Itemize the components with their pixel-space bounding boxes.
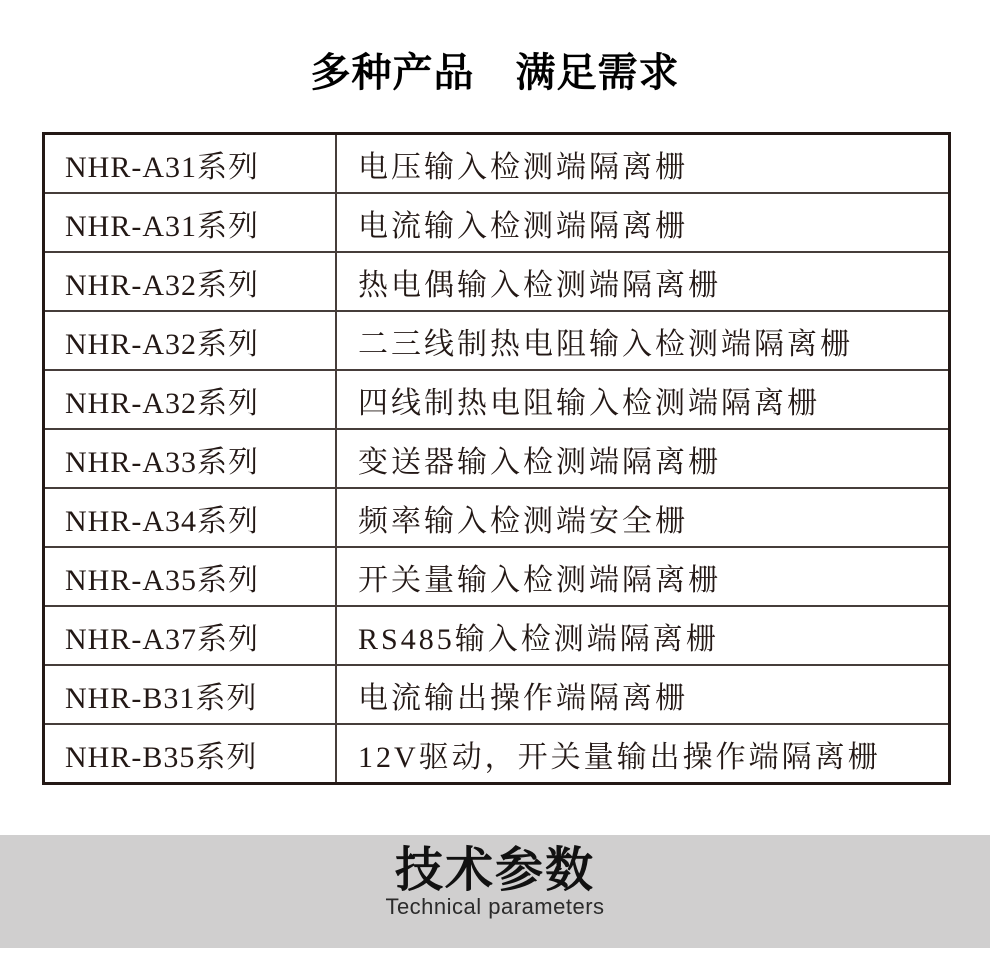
description-cell: 电压输入检测端隔离栅 — [358, 150, 688, 184]
description-cell: 二三线制热电阻输入检测端隔离栅 — [358, 327, 853, 361]
series-cell: NHR-A34系列 — [45, 489, 337, 546]
table-row — [45, 664, 948, 723]
table-row — [45, 135, 948, 192]
description-cell: 频率输入检测端安全栅 — [358, 504, 688, 538]
series-cell: NHR-A33系列 — [45, 430, 337, 487]
series-cell: NHR-B35系列 — [45, 725, 337, 782]
description-cell: 开关量输入检测端隔离栅 — [358, 563, 721, 597]
description-cell: 12V驱动，开关量输出操作端隔离栅 — [358, 740, 881, 774]
series-cell: NHR-A31系列 — [45, 194, 337, 251]
table-row — [45, 605, 948, 664]
table-row — [45, 428, 948, 487]
description-cell: 变送器输入检测端隔离栅 — [358, 445, 721, 479]
page-title: 多种产品 满足需求 — [310, 51, 680, 95]
series-cell: NHR-A37系列 — [45, 607, 337, 664]
table-row — [45, 723, 948, 782]
series-cell: NHR-A35系列 — [45, 548, 337, 605]
table-row — [45, 251, 948, 310]
table-row — [45, 546, 948, 605]
series-cell: NHR-A31系列 — [45, 135, 337, 192]
series-cell: NHR-A32系列 — [45, 253, 337, 310]
series-cell: NHR-A32系列 — [45, 371, 337, 428]
description-cell: 电流输出操作端隔离栅 — [358, 681, 688, 715]
table-row — [45, 487, 948, 546]
series-cell: NHR-A32系列 — [45, 312, 337, 369]
table-row — [45, 192, 948, 251]
technical-parameters-band — [0, 835, 990, 948]
description-cell: RS485输入检测端隔离栅 — [358, 622, 719, 656]
description-cell: 电流输入检测端隔离栅 — [358, 209, 688, 243]
section-heading-cn: 技术参数 — [394, 844, 595, 897]
description-cell: 热电偶输入检测端隔离栅 — [358, 268, 721, 302]
section-heading-en: Technical parameters — [385, 894, 605, 919]
table-row — [45, 369, 948, 428]
description-cell: 四线制热电阻输入检测端隔离栅 — [358, 386, 820, 420]
products-table — [42, 132, 951, 785]
table-row — [45, 310, 948, 369]
series-cell: NHR-B31系列 — [45, 666, 337, 723]
